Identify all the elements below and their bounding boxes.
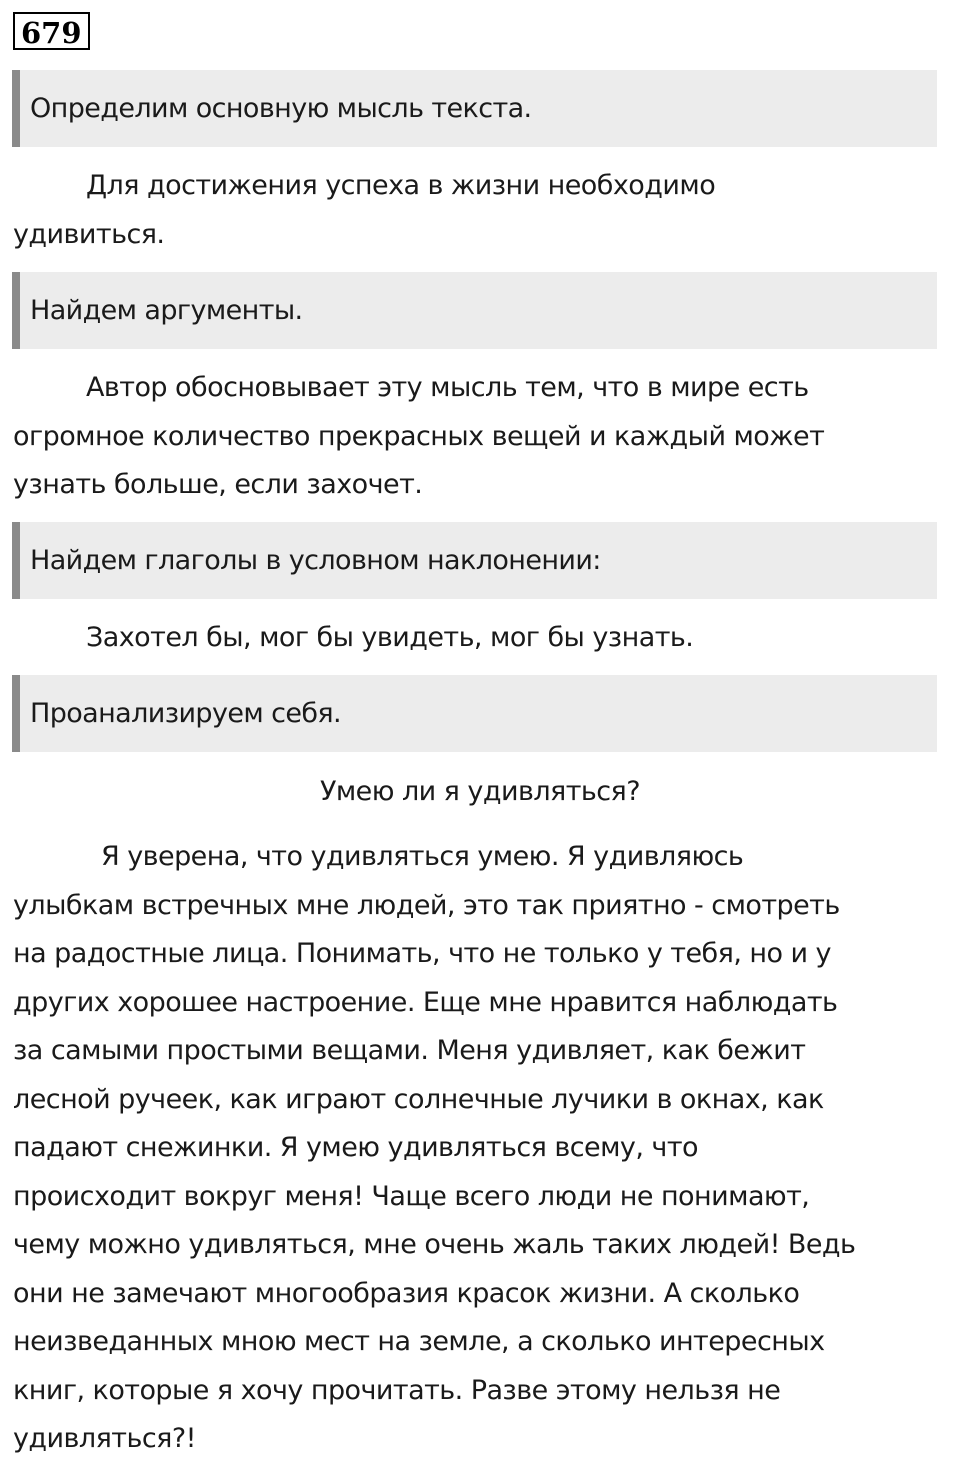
paragraph-line: неизведанных мною мест на земле, а сколько интересных bbox=[13, 1326, 825, 1357]
paragraph-line: чему можно удивляться, мне очень жаль таких людей! Ведь bbox=[13, 1229, 856, 1260]
section-heading-arguments bbox=[12, 272, 937, 349]
section-heading-text: Определим основную мысль текста. bbox=[30, 93, 532, 124]
paragraph-line: других хорошее настроение. Еще мне нравится наблюдать bbox=[13, 986, 838, 1018]
essay-title: Умею ли я удивляться? bbox=[319, 776, 641, 807]
section-heading-text: Найдем глаголы в условном наклонении: bbox=[30, 545, 601, 576]
paragraph-line: лесной ручеек, как играют солнечные лучики в окнах, как bbox=[13, 1083, 824, 1115]
paragraph-line: удивляться?! bbox=[13, 1423, 196, 1454]
paragraph-line: происходит вокруг меня! Чаще всего люди не понимают, bbox=[13, 1180, 810, 1212]
paragraph-line: Для достижения успеха в жизни необходимо bbox=[86, 170, 716, 201]
paragraph-line: Автор обосновывает эту мысль тем, что в мире есть bbox=[86, 372, 809, 403]
paragraph-line: падают снежинки. Я умею удивляться всему, что bbox=[13, 1132, 698, 1163]
section-heading-main-idea bbox=[12, 70, 937, 147]
paragraph-line: книг, которые я хочу прочитать. Разве этому нельзя не bbox=[13, 1374, 781, 1406]
paragraph-line: огромное количество прекрасных вещей и каждый может bbox=[13, 420, 825, 452]
paragraph-line: за самыми простыми вещами. Меня удивляет, как бежит bbox=[13, 1035, 806, 1066]
paragraph-main-idea bbox=[13, 162, 715, 259]
paragraph-essay bbox=[13, 833, 855, 1464]
paragraph-line: Я уверена, что удивляться умею. Я удивляюсь bbox=[101, 841, 744, 872]
section-heading-text: Найдем аргументы. bbox=[30, 295, 303, 326]
paragraph-line: они не замечают многообразия красок жизни. А сколько bbox=[13, 1277, 800, 1309]
paragraph-line: Захотел бы, мог бы увидеть, мог бы узнать. bbox=[86, 622, 694, 653]
section-heading-text: Проанализируем себя. bbox=[30, 698, 342, 729]
paragraph-conditional-verbs bbox=[13, 614, 693, 663]
paragraph-line: улыбкам встречных мне людей, это так приятно - смотреть bbox=[13, 889, 840, 921]
paragraph-line: узнать больше, если захочет. bbox=[13, 469, 423, 500]
section-heading-conditional-verbs bbox=[12, 522, 937, 599]
paragraph-line: на радостные лица. Понимать, что не только у тебя, но и у bbox=[13, 938, 831, 969]
task-number-badge: 679 bbox=[13, 12, 90, 50]
section-heading-self-analysis bbox=[12, 675, 937, 752]
paragraph-arguments bbox=[13, 364, 824, 510]
paragraph-line: удивиться. bbox=[13, 218, 165, 250]
